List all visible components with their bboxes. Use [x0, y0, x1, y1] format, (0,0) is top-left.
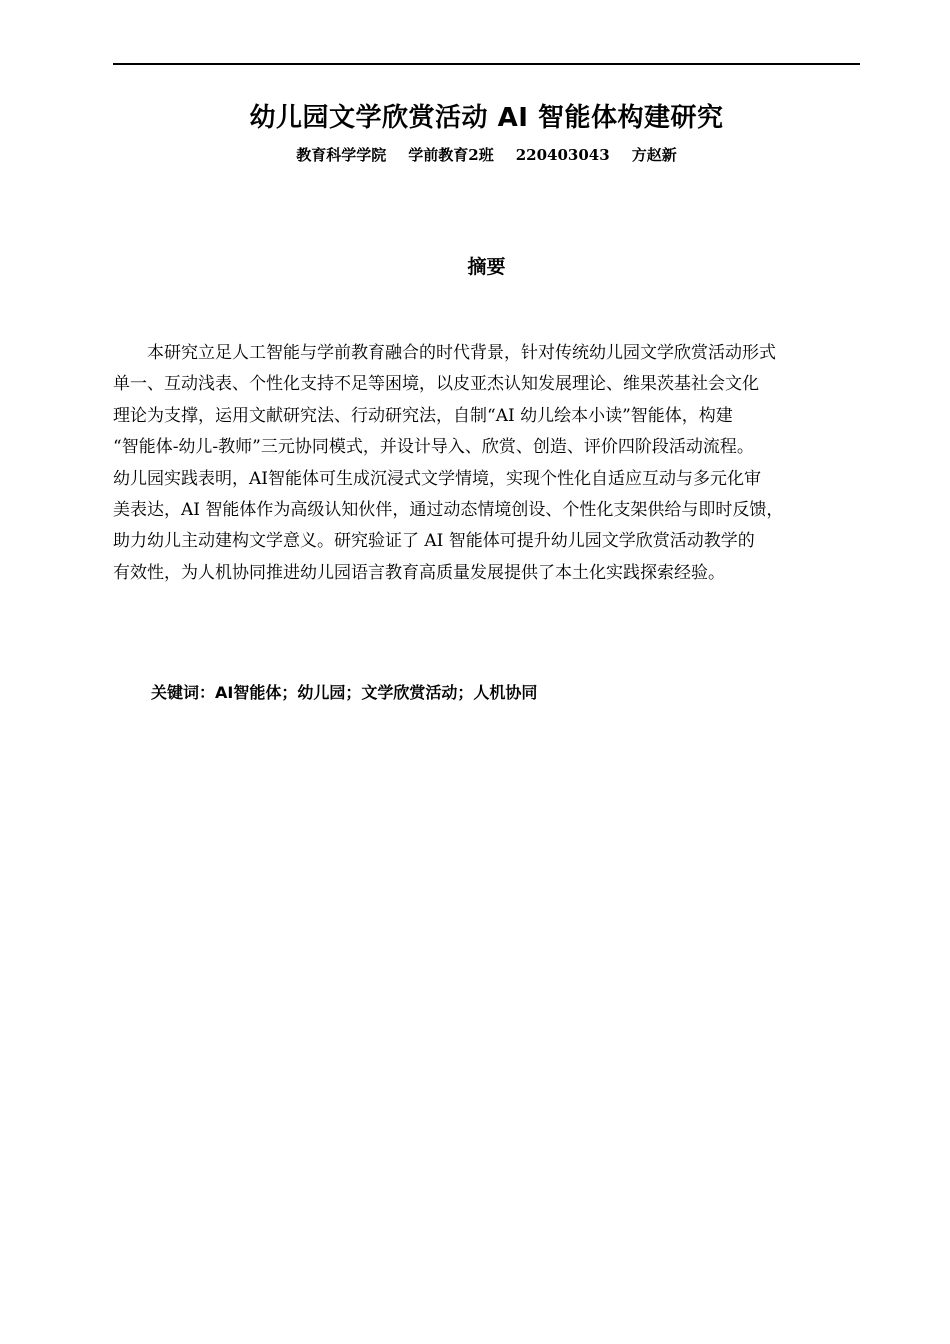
- header-rule: [113, 63, 860, 65]
- abstract-line: 本研究立足人工智能与学前教育融合的时代背景，针对传统幼儿园文学欣赏活动形式: [147, 343, 776, 363]
- author-class: 学前教育2班: [408, 146, 494, 164]
- abstract-body: [113, 338, 860, 589]
- abstract-line: 有效性，为人机协同推进幼儿园语言教育高质量发展提供了本土化实践探索经验。: [113, 562, 725, 583]
- abstract-line: 美表达，AI 智能体作为高级认知伙伴，通过动态情境创设、个性化支架供给与即时反馈，: [113, 499, 784, 520]
- author-name: 方赵新: [631, 146, 677, 164]
- abstract-line: 理论为支撑，运用文献研究法、行动研究法，自制“AI 幼儿绘本小读”智能体，构建: [113, 405, 733, 426]
- abstract-line: “智能体-幼儿-教师”三元协同模式，并设计导入、欣赏、创造、评价四阶段活动流程。: [113, 437, 754, 458]
- paper-title: 幼儿园文学欣赏活动 AI 智能体构建研究: [249, 103, 724, 133]
- keywords-line: 关键词：AI智能体；幼儿园；文学欣赏活动；人机协同: [151, 683, 538, 702]
- author-school: 教育科学学院: [296, 146, 387, 164]
- abstract-line: 幼儿园实践表明，AI智能体可生成沉浸式文学情境，实现个性化自适应互动与多元化审: [113, 468, 761, 489]
- author-student-id: 220403043: [515, 146, 610, 164]
- author-info: [113, 144, 860, 166]
- abstract-line: 单一、互动浅表、个性化支持不足等困境，以皮亚杰认知发展理论、维果茨基社会文化: [113, 374, 759, 395]
- abstract-heading: 摘要: [467, 256, 506, 278]
- abstract-line: 助力幼儿主动建构文学意义。研究验证了 AI 智能体可提升幼儿园文学欣赏活动教学的: [113, 531, 755, 552]
